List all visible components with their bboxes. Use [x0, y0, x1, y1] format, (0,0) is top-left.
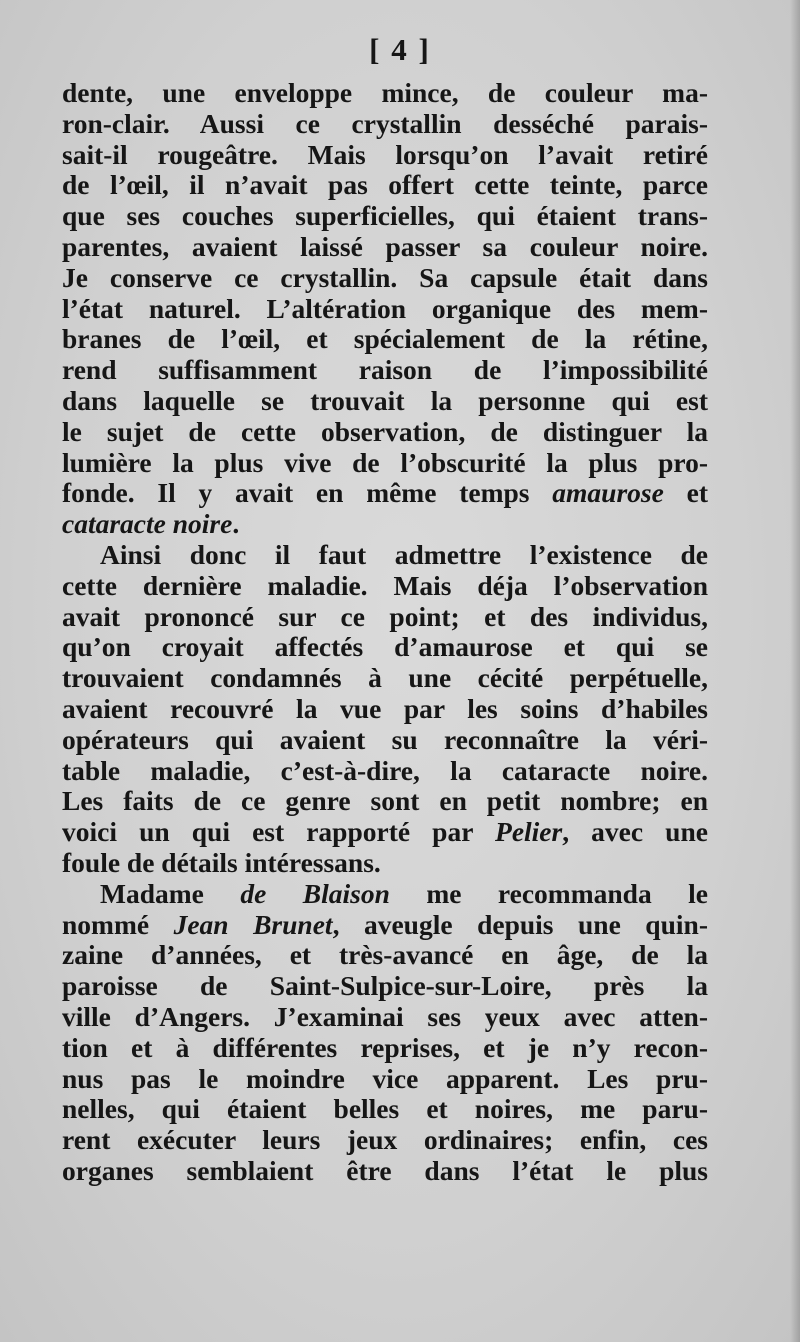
text-segment: voici un qui est rapporté par: [62, 816, 496, 848]
text-line: [62, 1094, 708, 1125]
text-segment: de l’œil, il n’avait pas offert cette teinte, parce: [62, 169, 708, 201]
text-line: [62, 694, 708, 725]
text-segment: lumière la plus vive de l’obscurité la plus pro-: [62, 446, 708, 478]
text-line: [62, 571, 708, 602]
text-line: [62, 294, 708, 325]
text-segment: me recommanda le: [389, 877, 708, 909]
text-line: [62, 786, 708, 817]
text-segment: cette dernière maladie. Mais déja l’observation: [62, 569, 708, 601]
text-segment: paroisse de Saint-Sulpice-sur-Loire, près la: [62, 970, 708, 1002]
text-line: [62, 756, 708, 787]
text-segment: tion et à différentes reprises, et je n’y recon-: [62, 1031, 708, 1063]
text-segment: ville d’Angers. J’examinai ses yeux avec atten-: [62, 1000, 708, 1032]
text-segment: , avec une: [562, 816, 708, 848]
text-line: [62, 417, 708, 448]
text-segment: Madame: [100, 877, 241, 909]
text-segment: rent exécuter leurs jeux ordinaires; enfin, ces: [62, 1124, 708, 1156]
text-line: [62, 324, 708, 355]
text-line: [62, 1125, 708, 1156]
text-segment: qu’on croyait affectés d’amaurose et qui se: [62, 631, 708, 663]
italic-text-segment: Jean Brunet: [173, 908, 333, 940]
text-line: [62, 201, 708, 232]
text-line: [62, 109, 708, 140]
text-line: [62, 170, 708, 201]
text-segment: sait-il rougeâtre. Mais lorsqu’on l’avait retiré: [62, 138, 708, 170]
text-line: [62, 848, 708, 879]
text-line: [62, 940, 708, 971]
text-segment: l’état naturel. L’altération organique des mem-: [62, 292, 708, 324]
text-segment: avait prononcé sur ce point; et des individus,: [62, 600, 708, 632]
italic-text-segment: cataracte noire: [62, 508, 233, 540]
text-line: [62, 78, 708, 109]
text-segment: et: [663, 477, 708, 509]
text-line: [62, 663, 708, 694]
text-segment: dans laquelle se trouvait la personne qui est: [62, 384, 708, 416]
text-segment: nus pas le moindre vice apparent. Les pru-: [62, 1062, 708, 1094]
page-edge-shadow: [790, 0, 800, 1342]
page-number: [ 4 ]: [369, 32, 431, 67]
text-line: [62, 232, 708, 263]
text-line: [62, 1033, 708, 1064]
text-line: [62, 140, 708, 171]
text-segment: avaient recouvré la vue par les soins d’habiles: [62, 692, 708, 724]
text-line: [62, 386, 708, 417]
text-segment: fonde. Il y avait en même temps: [62, 477, 553, 509]
text-segment: nommé: [62, 908, 174, 940]
text-line: [62, 263, 708, 294]
italic-text-segment: de Blaison: [240, 877, 390, 909]
text-segment: branes de l’œil, et spécialement de la rétine,: [62, 323, 708, 355]
text-line: [62, 817, 708, 848]
text-line: [62, 509, 708, 540]
text-segment: organes semblaient être dans l’état le plus: [62, 1154, 708, 1186]
text-segment: foule de détails intéressans.: [62, 846, 381, 878]
text-segment: parentes, avaient laissé passer sa couleur noire.: [62, 230, 708, 262]
text-segment: .: [232, 508, 240, 540]
italic-text-segment: Pelier: [495, 816, 563, 848]
text-line: [62, 1156, 708, 1187]
text-segment: table maladie, c’est-à-dire, la cataracte noire.: [62, 754, 708, 786]
text-line: [62, 971, 708, 1002]
text-segment: Les faits de ce genre sont en petit nombre; en: [62, 785, 708, 817]
text-line: [62, 1002, 708, 1033]
text-line: [62, 355, 708, 386]
text-line: [62, 478, 708, 509]
text-segment: dente, une enveloppe mince, de couleur ma-: [62, 77, 708, 108]
text-line: [62, 540, 708, 571]
italic-text-segment: amaurose: [552, 477, 664, 509]
text-segment: le sujet de cette observation, de distinguer la: [62, 415, 708, 447]
text-segment: que ses couches superficielles, qui étaient trans-: [62, 200, 708, 232]
text-line: [62, 879, 708, 910]
text-segment: opérateurs qui avaient su reconnaître la véri-: [62, 723, 708, 755]
text-line: [62, 602, 708, 633]
text-segment: Ainsi donc il faut admettre l’existence de: [100, 538, 708, 570]
text-segment: nelles, qui étaient belles et noires, me paru-: [62, 1093, 708, 1125]
text-segment: rend suffisamment raison de l’impossibilité: [62, 354, 708, 386]
text-line: [62, 725, 708, 756]
text-segment: trouvaient condamnés à une cécité perpétuelle,: [62, 662, 708, 694]
text-line: [62, 1064, 708, 1095]
text-segment: ron-clair. Aussi ce crystallin desséché parais-: [62, 107, 708, 139]
text-line: [62, 448, 708, 479]
body-text: [62, 78, 708, 1187]
text-line: [62, 910, 708, 941]
text-segment: zaine d’années, et très-avancé en âge, de la: [62, 939, 708, 971]
text-segment: , aveugle depuis une quin-: [332, 908, 708, 940]
text-segment: Je conserve ce crystallin. Sa capsule était dans: [62, 261, 708, 293]
text-line: [62, 632, 708, 663]
